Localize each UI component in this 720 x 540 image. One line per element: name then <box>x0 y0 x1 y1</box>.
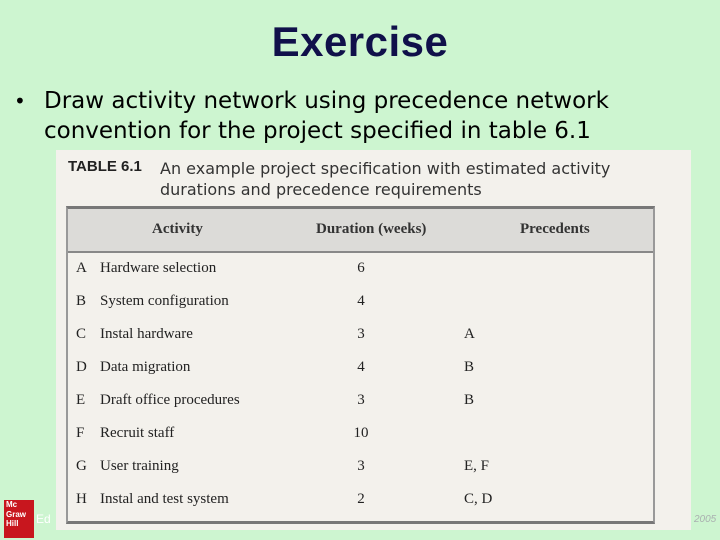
activity-name: Data migration <box>100 359 191 375</box>
activity-name: Hardware selection <box>100 260 217 276</box>
header-precedents: Precedents <box>520 221 590 237</box>
activity-duration: 4 <box>357 359 365 375</box>
activity-name: User training <box>100 458 179 474</box>
table-row <box>68 451 653 484</box>
activity-id: G <box>76 458 87 474</box>
header-activity: Activity <box>152 221 203 237</box>
activity-precedents: C, D <box>464 491 493 507</box>
activity-name: System configuration <box>100 293 229 309</box>
table-row <box>68 484 653 517</box>
header-duration: Duration (weeks) <box>316 221 427 237</box>
bullet-icon: • <box>14 89 26 113</box>
table-header-row <box>68 209 653 253</box>
table-row <box>68 319 653 352</box>
table-caption: An example project specification with estimated activity durations and precedence requirements <box>160 159 611 199</box>
activity-duration: 4 <box>357 293 365 309</box>
activity-duration: 3 <box>357 326 365 342</box>
activity-precedents: B <box>464 392 475 408</box>
activity-duration: 2 <box>357 491 365 507</box>
activity-name: Draft office procedures <box>100 392 240 408</box>
table-row <box>68 286 653 319</box>
table-scan-image <box>56 150 691 530</box>
activity-id: H <box>76 491 87 507</box>
activity-duration: 10 <box>353 425 369 441</box>
activity-id: D <box>76 359 87 375</box>
activity-precedents: B <box>464 359 475 375</box>
activity-id: A <box>76 260 87 276</box>
activity-id: C <box>76 326 87 342</box>
activity-name: Recruit staff <box>100 425 175 441</box>
activity-duration: 6 <box>357 260 365 276</box>
bullet-point <box>14 86 704 146</box>
activity-name: Instal hardware <box>100 326 193 342</box>
table-row <box>68 352 653 385</box>
footer-text: Ed <box>36 512 51 526</box>
activity-precedents: E, F <box>464 458 490 474</box>
activity-id: E <box>76 392 86 408</box>
activity-duration: 3 <box>357 392 365 408</box>
table-number: TABLE 6.1 <box>68 158 142 175</box>
activity-table <box>66 206 655 524</box>
copyright-year: 2005 <box>694 514 717 525</box>
bullet-text: Draw activity network using precedence network convention for the project specified in table 6.1 <box>44 88 609 144</box>
activity-name: Instal and test system <box>100 491 229 507</box>
activity-id: F <box>76 425 85 441</box>
table-row <box>68 418 653 451</box>
table-row <box>68 253 653 286</box>
slide-title: Exercise <box>271 18 449 65</box>
table-row <box>68 385 653 418</box>
activity-precedents: A <box>464 326 475 342</box>
publisher-logo: Mc Graw Hill <box>4 500 34 538</box>
activity-duration: 3 <box>357 458 365 474</box>
activity-id: B <box>76 293 87 309</box>
